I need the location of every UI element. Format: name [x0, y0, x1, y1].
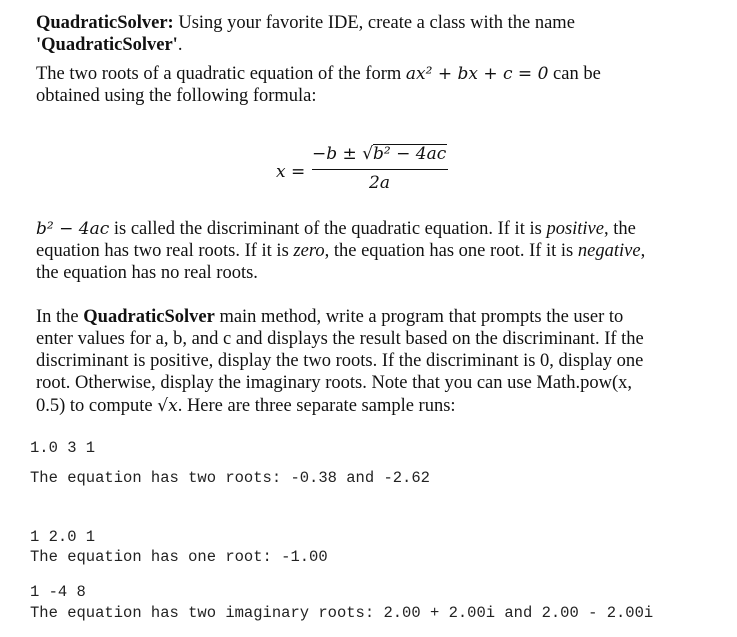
- fraction-bar: [312, 169, 448, 170]
- heading-title: QuadraticSolver:: [36, 13, 174, 33]
- intro-line-2: [36, 85, 706, 107]
- sample-run-1-output: The equation has two roots: -0.38 and -2.62: [30, 469, 430, 487]
- formula-numerator-pre: −b ±: [312, 144, 363, 164]
- instructions-text-4: root. Otherwise, display the imaginary roots. Note that you can use Math.pow(x,: [36, 373, 632, 393]
- formula-numerator: [312, 144, 446, 164]
- heading-line-2: [36, 34, 706, 56]
- instructions-text-1b: main method, write a program that prompts the user to: [214, 307, 624, 327]
- instructions-line-1: [36, 306, 706, 328]
- discriminant-line-1: [36, 218, 706, 240]
- instructions-text-5a: 0.5) to compute: [36, 396, 158, 416]
- discriminant-text-2c: ,: [640, 241, 646, 261]
- instructions-line-3: [36, 350, 706, 372]
- formula-radicand: b² − 4ac: [373, 144, 447, 164]
- positive-word: positive: [546, 219, 604, 239]
- intro-line-1: [36, 63, 706, 85]
- negative-word: negative: [577, 241, 641, 261]
- formula-lhs: x =: [276, 162, 306, 182]
- sample-run-1-input: 1.0 3 1: [30, 439, 96, 457]
- sample-run-3-output: The equation has two imaginary roots: 2.00 + 2.00i and 2.00 - 2.00i: [30, 604, 654, 622]
- heading-text: Using your favorite IDE, create a class with the name: [173, 13, 575, 33]
- discriminant-line-3: [36, 262, 706, 284]
- class-name: 'QuadraticSolver': [36, 35, 178, 55]
- intro-text: The two roots of a quadratic equation of the form: [36, 64, 406, 84]
- sqrt-x: √x: [157, 396, 178, 416]
- class-name-bold: QuadraticSolver: [83, 307, 215, 327]
- heading-period: .: [177, 35, 183, 55]
- instructions-text-5b: . Here are three separate sample runs:: [177, 396, 456, 416]
- intro-text-tail: can be: [548, 64, 601, 84]
- formula-denominator: 2a: [369, 173, 390, 193]
- discriminant-text-b: , the: [603, 219, 636, 239]
- instructions-line-5: [36, 395, 706, 417]
- sample-run-2-input: 1 2.0 1: [30, 528, 96, 546]
- heading-line-1: [36, 12, 706, 34]
- discriminant-text-2b: , the equation has one root. If it is: [324, 241, 578, 261]
- instructions-text-3: discriminant is positive, display the two roots. If the discriminant is 0, display one: [36, 351, 644, 371]
- quadratic-formula: [270, 140, 470, 200]
- discriminant-text-3: the equation has no real roots.: [36, 263, 258, 283]
- intro-text-2: obtained using the following formula:: [36, 86, 317, 106]
- sqrt-radical: √b² − 4ac: [362, 144, 447, 164]
- instructions-line-2: [36, 328, 706, 350]
- zero-word: zero: [293, 241, 325, 261]
- instructions-line-4: [36, 372, 706, 394]
- sample-run-3-input: 1 -4 8: [30, 583, 86, 601]
- instructions-text-2: enter values for a, b, and c and displays the result based on the discriminant. If the: [36, 329, 644, 349]
- discriminant-line-2: [36, 240, 706, 262]
- sample-run-2-output: The equation has one root: -1.00: [30, 548, 328, 566]
- instructions-text-1a: In the: [36, 307, 84, 327]
- quadratic-equation: ax² + bx + c = 0: [405, 64, 549, 84]
- discriminant-text-2a: equation has two real roots. If it is: [36, 241, 294, 261]
- discriminant-expr: b² − 4ac: [36, 219, 110, 239]
- discriminant-text: is called the discriminant of the quadratic equation. If it is: [109, 219, 547, 239]
